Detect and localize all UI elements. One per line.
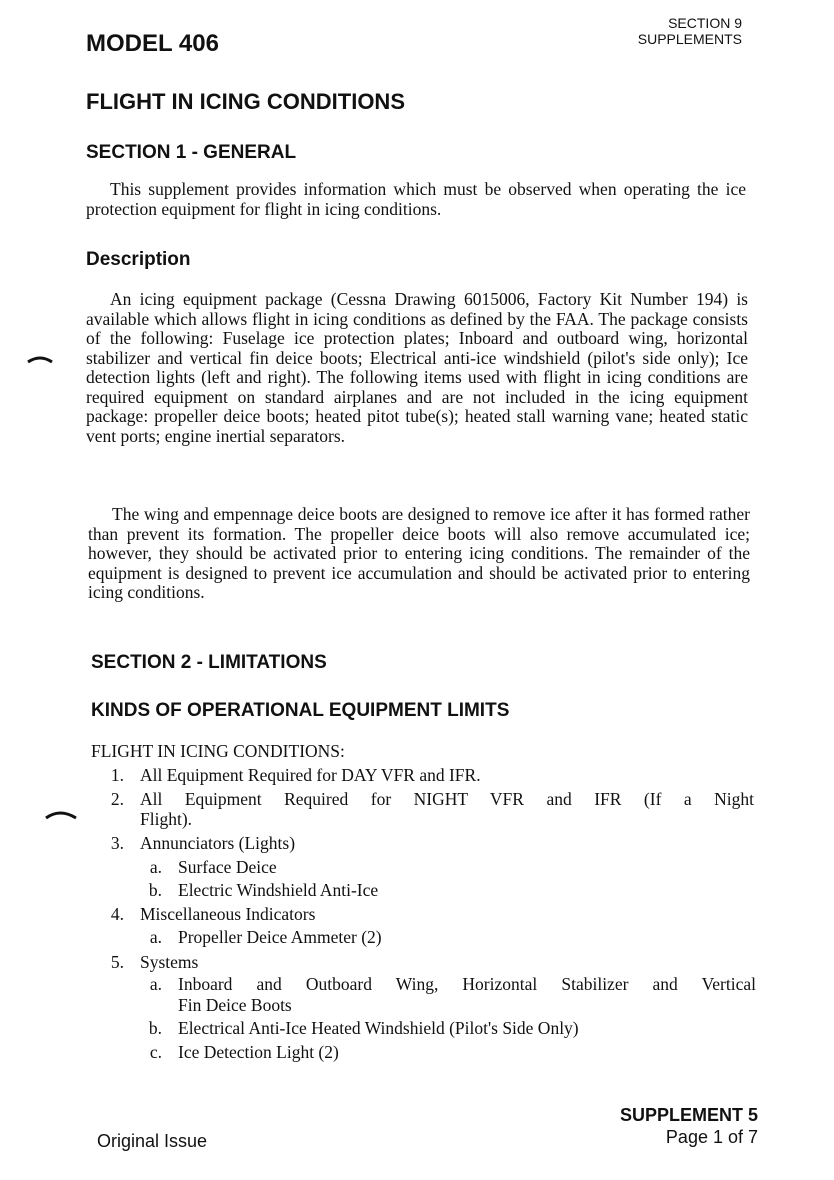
limitations-list: 1. All Equipment Required for DAY VFR and IFR. 2. All Equipment Required for NIGHT VFR and IFR (If a Night Flight). 3. Annunciators (Lights) a. Surface Deice b. Electric Windshield Anti-Ice 4. Miscellaneous Indicators a. Propeller Deice Ammeter (2) 5. Systems a. Inboard and Outboard Wing, Horizontal Stabilizer and Vertical Fin Deice Boots b. Electrical Anti-Ice Heated Windshield (Pilot's Side Only) c. Ice Detection Light (2) [110,765,756,1062]
page-title: FLIGHT IN ICING CONDITIONS [86,89,405,114]
description-heading: Description [86,249,191,270]
original-issue: Original Issue [97,1131,208,1151]
description-text-1: An icing equipment package (Cessna Drawing 6015006, Factory Kit Number 194) is available which allows flight in icing conditions as defined by the FAA. The package consists of the following: Fuselage ice protection plates; Inboard and outboard wing, horizontal stabilizer and vertical fin deice boots; Electrical anti-ice windshield (pilot's side only); Ice detection lights (left and right). The following items used with flight in icing conditions are required equipment on standard airplanes and are not included in the icing equipment package: propeller deice boots; heated pitot tube(s); heated stall warning vane; heated static vent ports; engine inertial separators. [86,289,748,446]
page-number: Page 1 of 7 [665,1127,758,1147]
supplement-number: SUPPLEMENT 5 [619,1105,758,1125]
section-number: SECTION 9 [668,15,742,31]
section1-heading: SECTION 1 - GENERAL [86,142,297,163]
list-title: FLIGHT IN ICING CONDITIONS: [91,741,345,761]
description-text-2: The wing and empennage deice boots are designed to remove ice after it has formed rather than prevent its formation. The propeller deice boots will also remove accumulated ice; however, they should be activated prior to entering icing conditions. The remainder of the equipment is designed to prevent ice accumulation and should be activated prior to entering icing conditions. [88,504,750,602]
section-subtitle: SUPPLEMENTS [637,31,742,47]
section2-heading: SECTION 2 - LIMITATIONS [91,652,327,673]
intro-text: This supplement provides information which must be observed when operating the ice protection equipment for flight in icing conditions. [86,179,746,219]
model-title: MODEL 406 [86,30,219,57]
equipment-limits-heading: KINDS OF OPERATIONAL EQUIPMENT LIMITS [91,700,510,721]
